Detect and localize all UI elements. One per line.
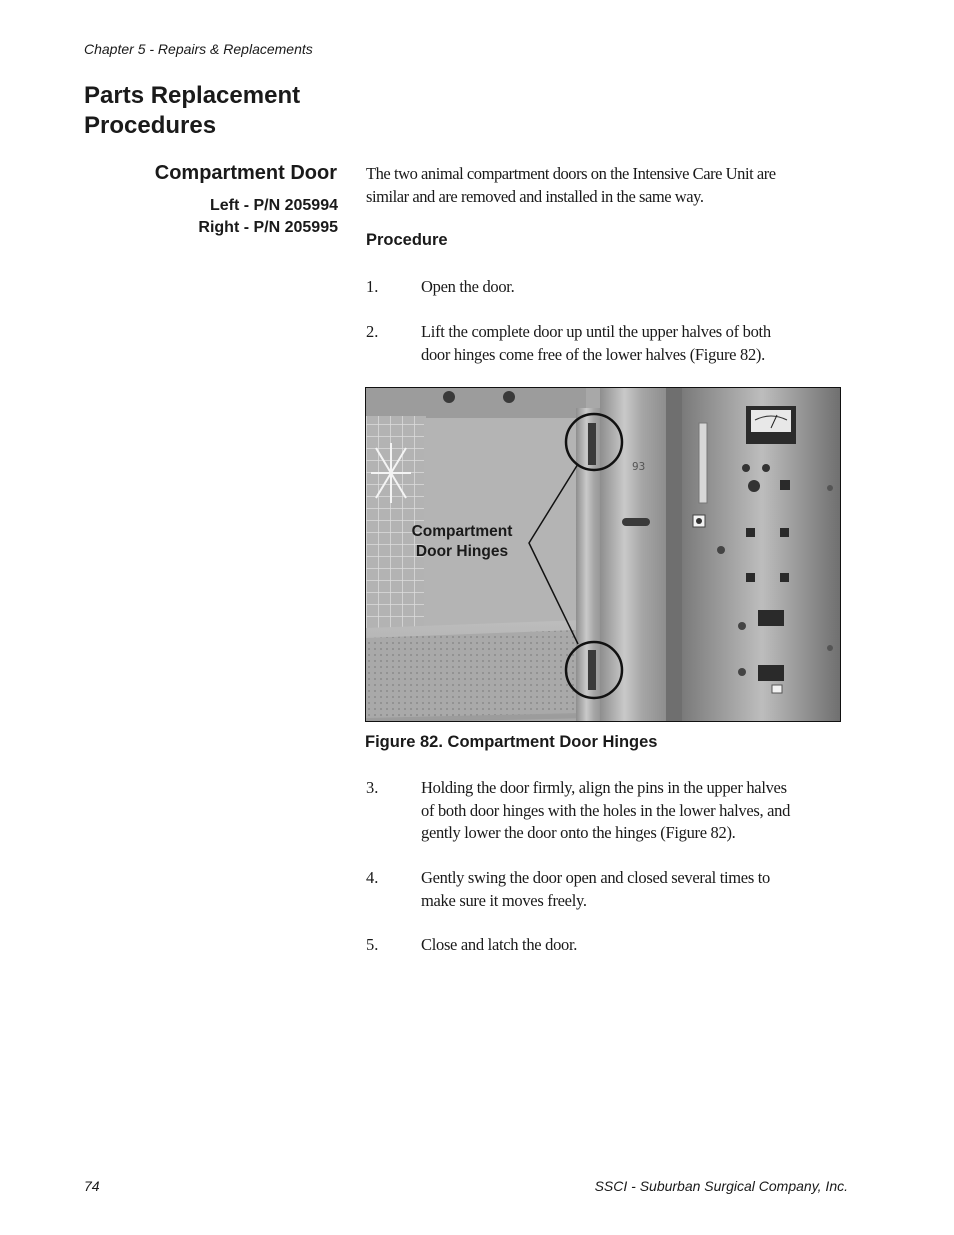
step-line: door hinges come free of the lower halves (Figure 82). bbox=[421, 344, 765, 364]
step-line: gently lower the door onto the hinges (Figure 82). bbox=[421, 823, 736, 842]
step-line: make sure it moves freely. bbox=[421, 890, 587, 910]
step-line: Gently swing the door open and closed several times to bbox=[421, 868, 771, 887]
chapter-header: Chapter 5 - Repairs & Replacements bbox=[84, 41, 313, 57]
step-line: Holding the door firmly, align the pins in the upper halves bbox=[421, 778, 787, 797]
callout-line-1: Compartment bbox=[411, 523, 513, 540]
step-number: 5. bbox=[366, 935, 379, 954]
step-number: 2. bbox=[366, 322, 379, 341]
callout-line-2: Door Hinges bbox=[415, 543, 509, 560]
step-number: 4. bbox=[366, 868, 379, 887]
step-4 bbox=[366, 867, 836, 915]
figure-callout-label bbox=[396, 522, 528, 562]
step-number: 1. bbox=[366, 277, 379, 296]
step-line: Close and latch the door. bbox=[421, 935, 578, 954]
panel-label: 93 bbox=[632, 460, 646, 473]
section-title: Compartment Door bbox=[154, 162, 337, 184]
intro-line-2: similar and are removed and installed in the same way. bbox=[366, 186, 704, 206]
step-text bbox=[421, 867, 841, 912]
step-text bbox=[421, 276, 841, 299]
step-1 bbox=[366, 276, 836, 300]
footer-company: SSCI - Suburban Surgical Company, Inc. bbox=[594, 1178, 848, 1194]
step-line: of both door hinges with the holes in the lower halves, and bbox=[421, 800, 791, 820]
step-number: 3. bbox=[366, 778, 379, 797]
page-title-line-1: Parts Replacement bbox=[84, 82, 301, 109]
step-text bbox=[421, 934, 841, 957]
step-line: Lift the complete door up until the upper halves of both bbox=[421, 322, 771, 341]
page-title bbox=[84, 81, 384, 141]
page-title-line-2: Procedures bbox=[84, 112, 217, 139]
procedure-heading: Procedure bbox=[366, 231, 448, 249]
part-number-left: Left - P/N 205994 bbox=[209, 197, 338, 214]
part-number-right: Right - P/N 205995 bbox=[198, 219, 338, 236]
page-number: 74 bbox=[84, 1178, 100, 1194]
step-2 bbox=[366, 321, 836, 369]
intro-line-1: The two animal compartment doors on the Intensive Care Unit are bbox=[366, 164, 776, 183]
intro-paragraph bbox=[366, 163, 836, 208]
step-5 bbox=[366, 934, 836, 958]
figure-caption: Figure 82. Compartment Door Hinges bbox=[365, 733, 658, 751]
step-text bbox=[421, 777, 841, 845]
figure-photo bbox=[365, 387, 841, 722]
step-3 bbox=[366, 777, 836, 847]
step-line: Open the door. bbox=[421, 277, 515, 296]
step-text bbox=[421, 321, 841, 366]
